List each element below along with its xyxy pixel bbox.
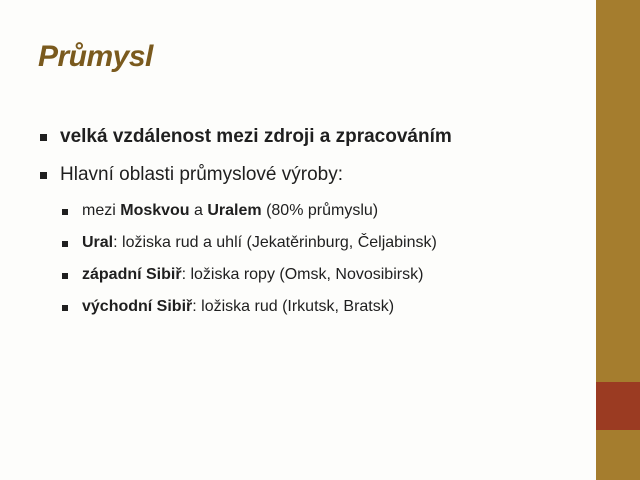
slide-title: Průmysl [38, 40, 153, 73]
bullet-square-icon [62, 273, 68, 279]
bullet-item [34, 126, 584, 148]
bullet-text: : ložiska ropy (Omsk, Novosibirsk) [181, 266, 424, 283]
bullet-text: Hlavní oblasti průmyslové výroby: [60, 164, 343, 185]
bullet-square-icon [62, 305, 68, 311]
sub-bullet-item [34, 266, 584, 284]
sidebar-accent-red [596, 382, 640, 430]
bullet-text-bold: východní Sibiř [82, 298, 193, 315]
bullet-text: mezi [82, 202, 121, 219]
bullet-text-bold: Uralem [207, 202, 262, 219]
bullet-text: : ložiska rud (Irkutsk, Bratsk) [192, 298, 395, 315]
sidebar-accent-top [596, 0, 640, 382]
bullet-text-bold: Ural [82, 234, 114, 251]
sub-bullet-item [34, 298, 584, 316]
sidebar-accent-bottom [596, 430, 640, 480]
bullet-text: : ložiska rud a uhlí (Jekatěrinburg, Čeljabinsk) [113, 234, 437, 251]
bullet-square-icon [62, 209, 68, 215]
bullet-text: velká vzdálenost mezi zdroji a zpracováním [60, 126, 452, 147]
bullet-list [34, 126, 584, 330]
bullet-text-bold: západní Sibiř [82, 266, 182, 283]
bullet-square-icon [62, 241, 68, 247]
bullet-text: (80% průmyslu) [261, 202, 379, 219]
sub-bullet-item [34, 234, 584, 252]
bullet-square-icon [40, 134, 47, 141]
bullet-text-bold: Moskvou [120, 202, 190, 219]
bullet-item [34, 164, 584, 186]
bullet-square-icon [40, 172, 47, 179]
bullet-text: a [189, 202, 208, 219]
sub-bullet-item [34, 202, 584, 220]
